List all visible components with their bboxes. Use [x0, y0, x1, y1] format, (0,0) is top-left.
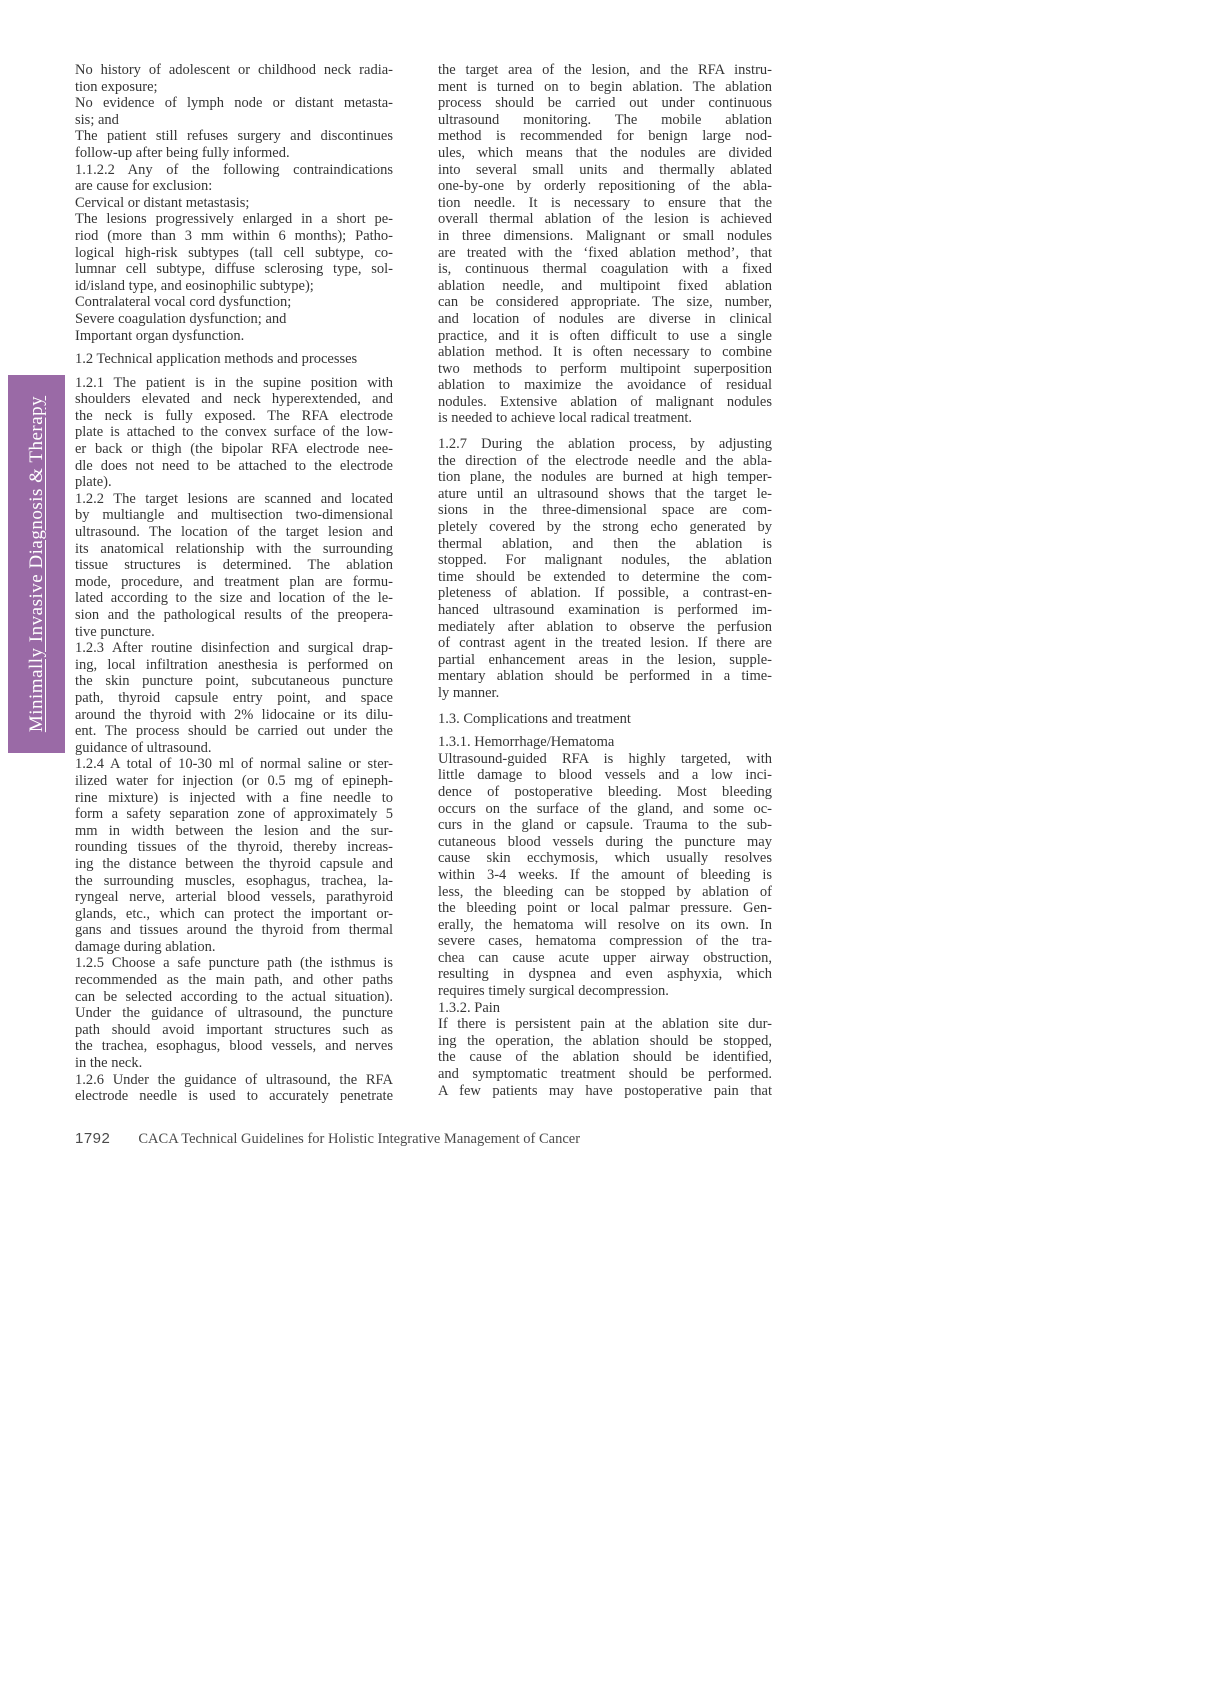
- section-heading: [438, 711, 772, 728]
- text-line: rine mixture) is injected with a fine needle to: [75, 789, 393, 806]
- text-line: of contrast agent in the treated lesion. If there are: [438, 635, 772, 652]
- text-line: ultrasound. The location of the target lesion and: [75, 524, 393, 541]
- text-line: A few patients may have postoperative pain that: [438, 1082, 772, 1099]
- paragraph: [75, 162, 393, 195]
- text-line: 1.2.2 The target lesions are scanned and located: [75, 490, 393, 507]
- paragraph: [75, 195, 393, 212]
- paragraph: [438, 1000, 772, 1017]
- text-line: is, continuous thermal coagulation with a fixed: [438, 261, 772, 278]
- text-line: cause skin ecchymosis, which usually resolves: [438, 850, 772, 867]
- text-line: hanced ultrasound examination is performed im-: [438, 602, 772, 618]
- text-line: ing, local infiltration anesthesia is performed on: [75, 656, 393, 673]
- text-line: in the neck.: [75, 1055, 143, 1072]
- text-line: occurs on the surface of the gland, and some oc-: [438, 800, 772, 817]
- text-line: process should be carried out under continuous: [438, 95, 772, 112]
- paragraph: [438, 751, 772, 1000]
- text-line: 1.2.7 During the ablation process, by adjusting: [438, 436, 772, 453]
- text-line: ing the operation, the ablation should be stopped,: [438, 1032, 772, 1049]
- paragraph: [75, 756, 393, 955]
- text-line: 1.2.1 The patient is in the supine position with: [75, 374, 393, 391]
- text-line: The patient still refuses surgery and discontinues: [75, 128, 393, 145]
- text-line: little damage to blood vessels and a low inci-: [438, 767, 772, 784]
- page-footer: [75, 1130, 580, 1148]
- text-line: riod (more than 3 mm within 6 months); Patho-: [75, 227, 393, 244]
- text-line: the surrounding muscles, esophagus, trachea, la-: [75, 872, 393, 889]
- text-line: are cause for exclusion:: [75, 178, 213, 195]
- text-line: its anatomical relationship with the surrounding: [75, 540, 393, 557]
- text-line: 1.2 Technical application methods and processes: [75, 351, 358, 368]
- text-column-left: [75, 62, 393, 1105]
- text-line: electrode needle is used to accurately penetrate: [75, 1088, 393, 1105]
- text-line: Cervical or distant metastasis;: [75, 194, 250, 211]
- paragraph: [438, 734, 772, 751]
- text-line: around the thyroid with 2% lidocaine or its dilu-: [75, 706, 393, 723]
- paragraph: [75, 640, 393, 756]
- paragraph: [75, 62, 393, 95]
- paragraph: [75, 955, 393, 1071]
- paragraph: [438, 1016, 772, 1099]
- text-line: mm in width between the lesion and the sur-: [75, 822, 393, 839]
- text-line: Under the guidance of ultrasound, the puncture: [75, 1005, 393, 1022]
- text-line: two methods to perform multipoint superposition: [438, 360, 772, 377]
- text-line: ablation method. It is often necessary to combine: [438, 344, 772, 361]
- text-line: can be considered appropriate. The size, number,: [438, 294, 772, 311]
- text-line: glands, etc., which can protect the important or-: [75, 905, 393, 922]
- text-line: 1.3.2. Pain: [438, 999, 501, 1016]
- text-line: pletely covered by the strong echo generated by: [438, 519, 772, 536]
- text-line: severe cases, hematoma compression of the tra-: [438, 933, 772, 950]
- text-line: the bleeding point or local palmar pressure. Gen-: [438, 900, 772, 917]
- text-line: sion and the pathological results of the preopera-: [75, 607, 393, 623]
- text-line: and symptomatic treatment should be performed.: [438, 1066, 772, 1083]
- text-line: rounding tissues of the thyroid, thereby increas-: [75, 839, 393, 856]
- text-line: If there is persistent pain at the ablation site dur-: [438, 1016, 772, 1033]
- paragraph: [75, 491, 393, 640]
- text-line: 1.2.5 Choose a safe puncture path (the isthmus is: [75, 955, 393, 972]
- text-line: the direction of the electrode needle and the abla-: [438, 452, 772, 469]
- text-line: recommended as the main path, and other paths: [75, 972, 393, 989]
- text-line: Important organ dysfunction.: [75, 327, 245, 344]
- text-line: dle does not need to be attached to the electrode: [75, 457, 393, 474]
- text-line: chea can cause acute upper airway obstruction,: [438, 949, 772, 966]
- text-line: lated according to the size and location of the le-: [75, 590, 393, 607]
- text-line: are treated with the ‘fixed ablation method’, that: [438, 244, 772, 261]
- text-line: sions in the three-dimensional space are com-: [438, 502, 772, 519]
- text-line: the target area of the lesion, and the RFA instru-: [438, 62, 772, 78]
- text-line: sis; and: [75, 111, 119, 128]
- text-line: ules, which means that the nodules are divided: [438, 144, 772, 161]
- text-line: mentary ablation should be performed in a time-: [438, 668, 772, 685]
- text-line: 1.3.1. Hemorrhage/Hematoma: [438, 734, 615, 751]
- section-heading: [75, 351, 393, 368]
- text-line: curs in the gland or capsule. Trauma to the sub-: [438, 817, 772, 834]
- page-number: 1792: [75, 1130, 111, 1147]
- text-line: Contralateral vocal cord dysfunction;: [75, 294, 292, 311]
- text-line: lumnar cell subtype, diffuse sclerosing type, sol-: [75, 261, 393, 278]
- text-line: resulting in dyspnea and even asphyxia, which: [438, 966, 772, 983]
- text-line: tive puncture.: [75, 623, 155, 640]
- text-line: No history of adolescent or childhood neck radia-: [75, 62, 393, 78]
- paragraph: [75, 375, 393, 491]
- text-line: mediately after ablation to observe the perfusion: [438, 618, 772, 635]
- text-line: plate).: [75, 474, 112, 491]
- text-line: ultrasound monitoring. The mobile ablation: [438, 111, 772, 128]
- text-line: by multiangle and multisection two-dimensional: [75, 507, 393, 524]
- paragraph: [438, 62, 772, 427]
- paragraph: [75, 311, 393, 328]
- text-line: Ultrasound-guided RFA is highly targeted, with: [438, 750, 772, 767]
- text-line: method is recommended for benign large nod-: [438, 128, 772, 145]
- text-line: ly manner.: [438, 684, 500, 701]
- paragraph: [75, 128, 393, 161]
- text-line: is needed to achieve local radical treatment.: [438, 410, 693, 427]
- footer-title: CACA Technical Guidelines for Holistic Integrative Management of Cancer: [138, 1131, 581, 1147]
- text-line: ing the distance between the thyroid capsule and: [75, 855, 393, 872]
- text-line: gans and tissues around the thyroid from thermal: [75, 922, 393, 939]
- text-line: 1.1.2.2 Any of the following contraindications: [75, 161, 393, 178]
- text-line: 1.2.3 After routine disinfection and surgical drap-: [75, 640, 393, 657]
- paragraph: [75, 1072, 393, 1105]
- text-line: No evidence of lymph node or distant metasta-: [75, 95, 393, 112]
- text-line: The lesions progressively enlarged in a short pe-: [75, 211, 393, 228]
- text-line: ent. The process should be carried out under the: [75, 723, 393, 740]
- text-line: dence of postoperative bleeding. Most bleeding: [438, 783, 772, 800]
- text-line: within 3-4 weeks. If the amount of bleeding is: [438, 866, 772, 883]
- text-line: the cause of the ablation should be identified,: [438, 1049, 772, 1066]
- text-line: damage during ablation.: [75, 938, 216, 955]
- text-line: practice, and it is often difficult to use a single: [438, 327, 772, 344]
- text-line: tion exposure;: [75, 78, 158, 95]
- text-line: path should avoid important structures such as: [75, 1021, 393, 1038]
- text-line: form a safety separation zone of approximately 5: [75, 806, 393, 823]
- text-line: in three dimensions. Malignant or small nodules: [438, 227, 772, 244]
- text-line: 1.3. Complications and treatment: [438, 710, 631, 727]
- paragraph: [75, 95, 393, 128]
- text-line: tissue structures is determined. The ablation: [75, 557, 393, 574]
- text-line: 1.2.4 A total of 10-30 ml of normal saline or ster-: [75, 756, 393, 773]
- paragraph: [75, 211, 393, 294]
- text-line: cutaneous blood vessels during the puncture may: [438, 833, 772, 850]
- text-line: plate is attached to the convex surface of the low-: [75, 424, 393, 441]
- text-line: can be selected according to the actual situation).: [75, 988, 393, 1005]
- text-line: and location of nodules are diverse in clinical: [438, 310, 772, 327]
- text-line: into several small units and thermally ablated: [438, 161, 772, 178]
- text-line: path, thyroid capsule entry point, and space: [75, 689, 393, 706]
- text-line: partial enhancement areas in the lesion, supple-: [438, 651, 772, 668]
- text-line: follow-up after being fully informed.: [75, 144, 290, 161]
- text-line: the neck is fully exposed. The RFA electrode: [75, 407, 393, 424]
- text-line: ature until an ultrasound shows that the target le-: [438, 485, 772, 502]
- paragraph: [75, 328, 393, 345]
- journal-section-tab: [8, 375, 65, 753]
- text-line: 1.2.6 Under the guidance of ultrasound, the RFA: [75, 1071, 393, 1088]
- text-line: ablation to maximize the avoidance of residual: [438, 377, 772, 394]
- text-line: er back or thigh (the bipolar RFA electrode nee-: [75, 441, 393, 458]
- text-line: one-by-one by orderly repositioning of the abla-: [438, 178, 772, 195]
- text-line: erally, the hematoma will resolve on its own. In: [438, 916, 772, 933]
- text-line: the trachea, esophagus, blood vessels, and nerves: [75, 1038, 393, 1055]
- text-line: stopped. For malignant nodules, the ablation: [438, 552, 772, 569]
- text-line: mode, procedure, and treatment plan are formu-: [75, 573, 393, 590]
- text-line: tion needle. It is necessary to ensure that the: [438, 194, 772, 211]
- text-line: ryngeal nerve, arterial blood vessels, parathyroid: [75, 889, 393, 906]
- text-line: thermal ablation, and then the ablation is: [438, 535, 772, 552]
- text-line: ablation needle, and multipoint fixed ablation: [438, 277, 772, 294]
- text-line: the skin puncture point, subcutaneous puncture: [75, 673, 393, 690]
- text-line: ilized water for injection (or 0.5 mg of epineph-: [75, 772, 393, 789]
- text-line: logical high-risk subtypes (tall cell subtype, co-: [75, 244, 393, 261]
- text-line: ment is turned on to begin ablation. The ablation: [438, 78, 772, 95]
- text-line: shoulders elevated and neck hyperextended, and: [75, 391, 393, 408]
- text-line: nodules. Extensive ablation of malignant nodules: [438, 393, 772, 410]
- text-line: Severe coagulation dysfunction; and: [75, 310, 287, 327]
- text-line: time should be extended to determine the com-: [438, 568, 772, 585]
- text-line: id/island type, and eosinophilic subtype);: [75, 277, 314, 294]
- paragraph: [438, 436, 772, 702]
- paragraph: [75, 294, 393, 311]
- text-line: less, the bleeding can be stopped by ablation of: [438, 883, 772, 900]
- text-line: guidance of ultrasound.: [75, 739, 212, 756]
- text-line: overall thermal ablation of the lesion is achieved: [438, 211, 772, 228]
- text-line: requires timely surgical decompression.: [438, 983, 669, 1000]
- journal-section-label: Minimally Invasive Diagnosis & Therapy: [25, 395, 47, 733]
- text-column-right: [438, 62, 772, 1099]
- text-line: pleteness of ablation. If possible, a contrast-en-: [438, 585, 772, 602]
- text-line: tion plane, the nodules are burned at high temper-: [438, 469, 772, 486]
